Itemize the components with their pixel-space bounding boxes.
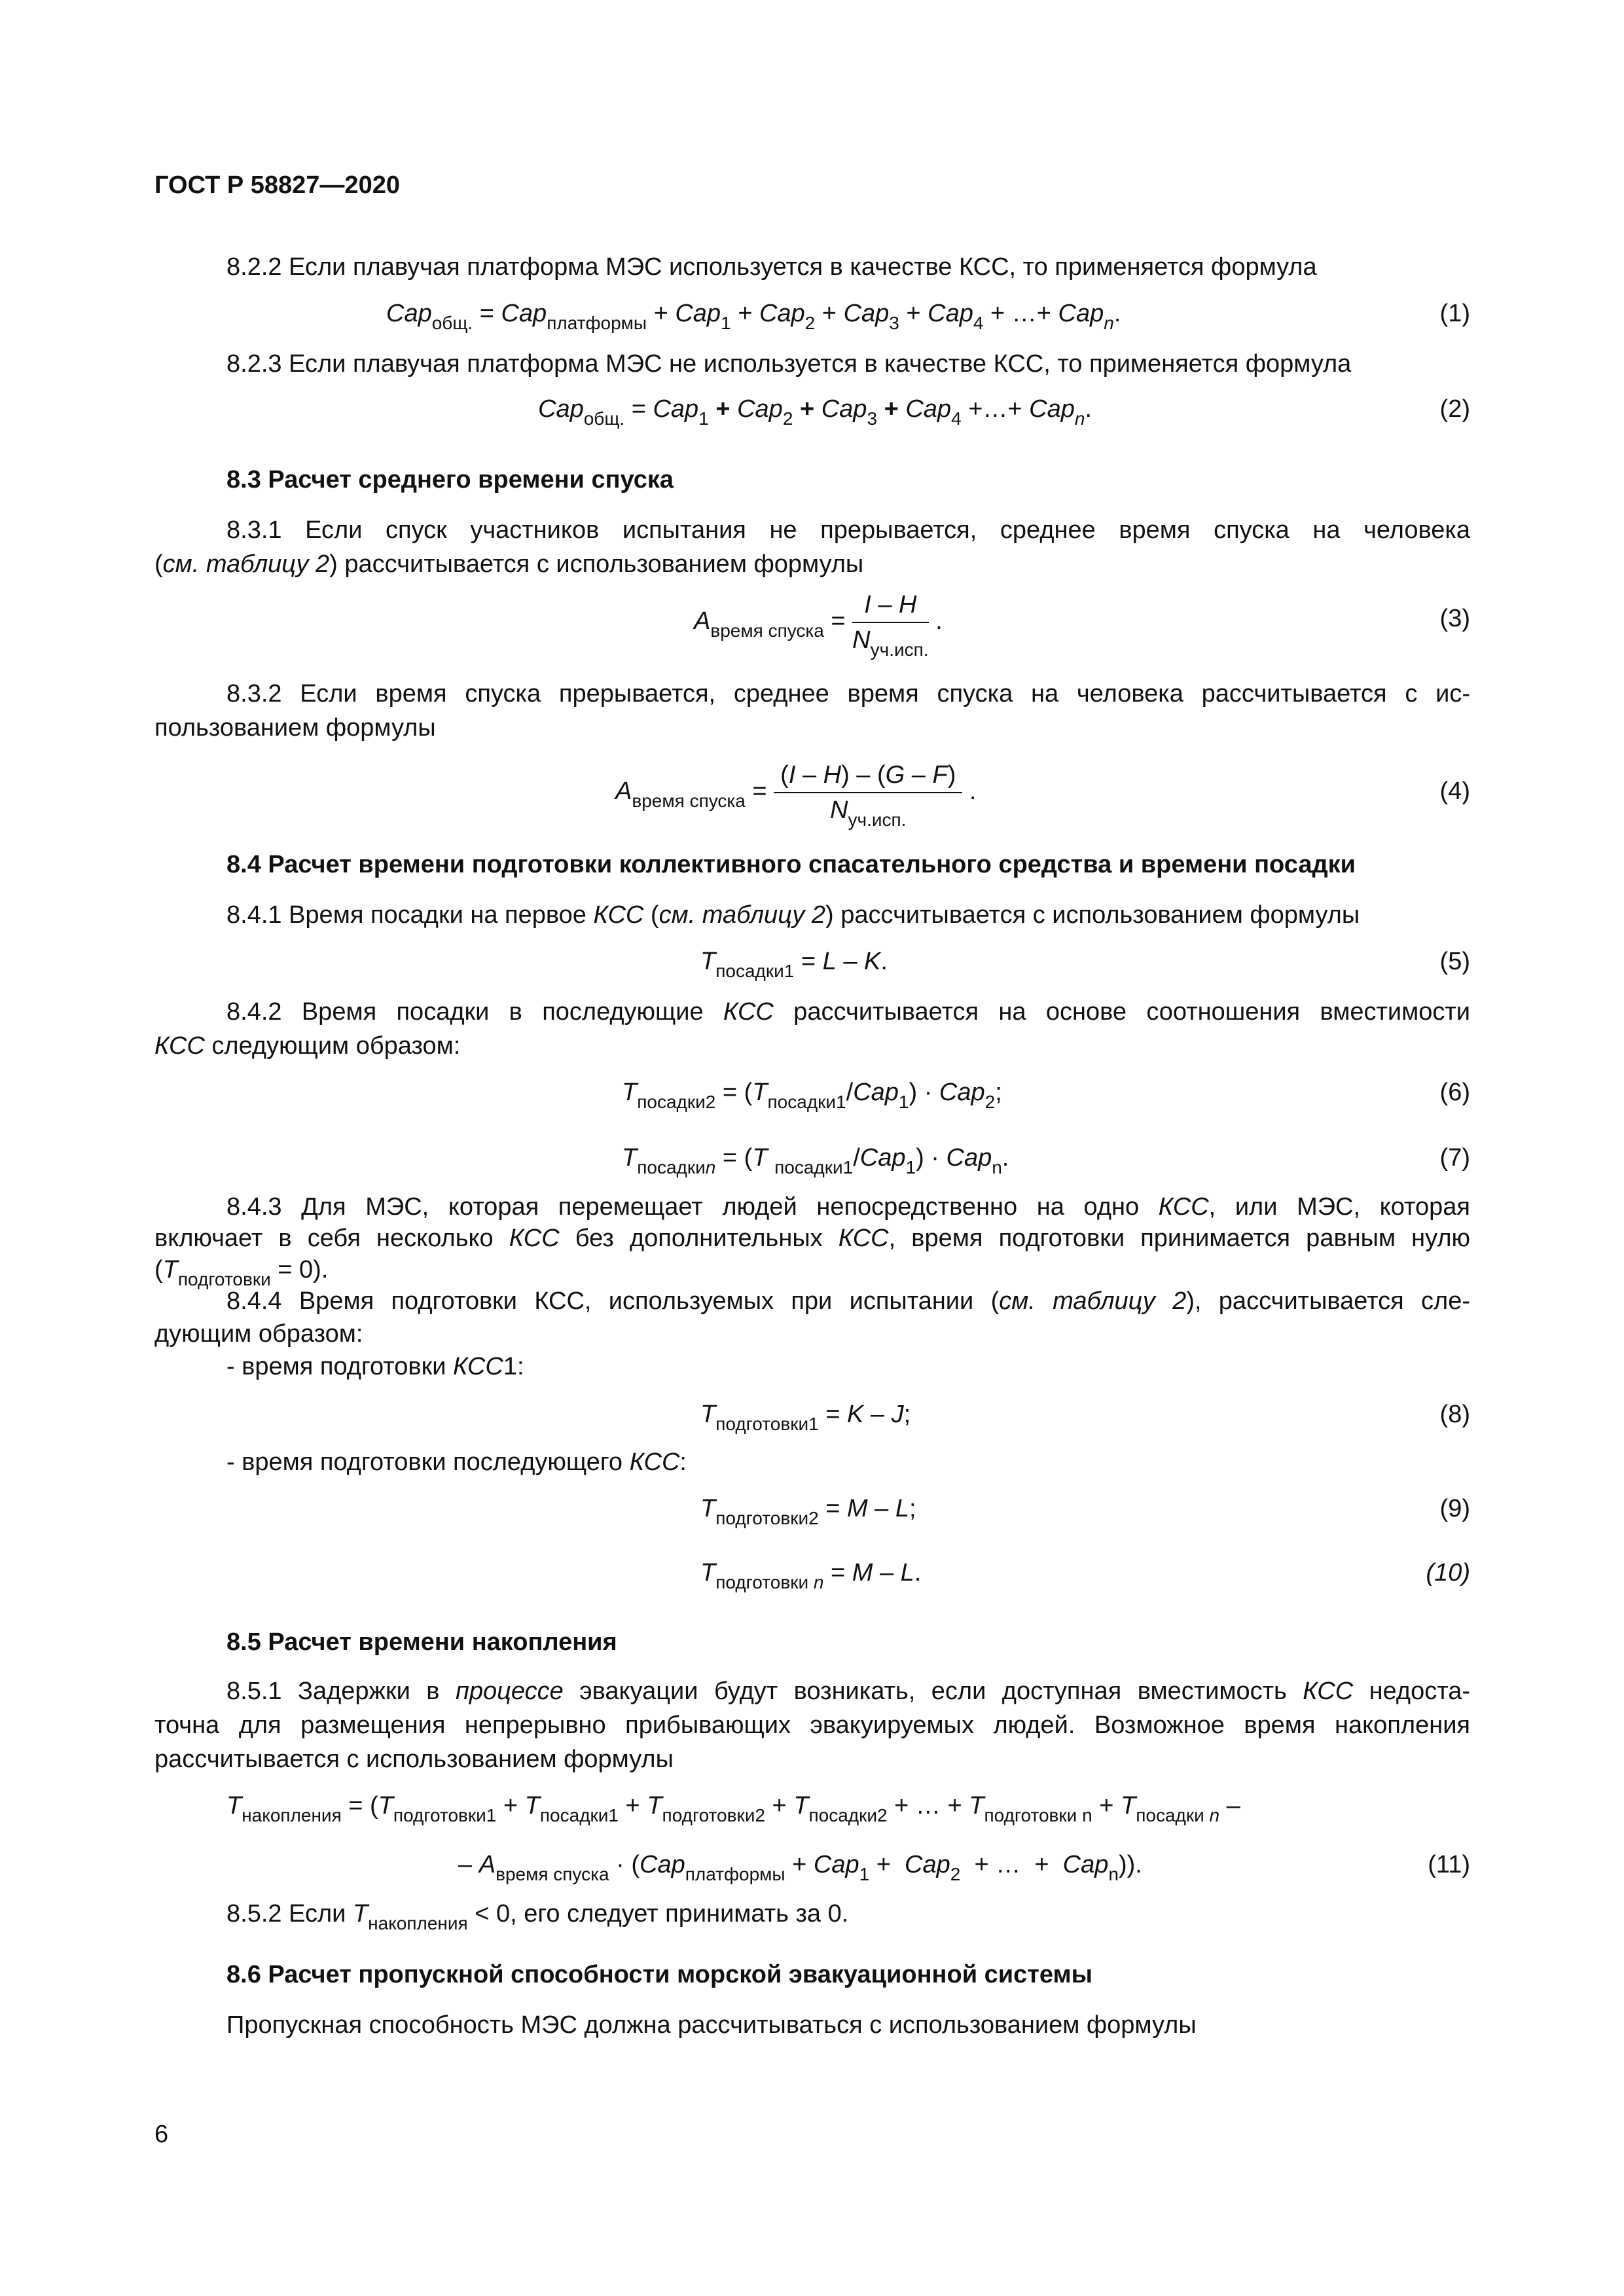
equation-7: $T_{посадкиn} = (T$ $_{посадки1}$/Cap$_1$) · Cap$_n$. <box>622 1144 1009 1177</box>
list-item-preparation-next: - время подготовки последующего КСС: <box>226 1448 687 1476</box>
equation-11-line2: – $A_{время спуска} \cdot (Cap_{платформы} + Cap_1 + Cap_2$ + … + Cap$_n$)). <box>458 1851 1142 1884</box>
equation-9: $T_{подготовки2} = M - L$; <box>700 1495 916 1528</box>
equation-number: (4) <box>1439 778 1470 805</box>
section-heading-8-5: 8.5 Расчет времени накопления <box>226 1628 617 1656</box>
equation-number: (2) <box>1439 395 1470 423</box>
paragraph-8-4-3-line3: $(T_{подготовки} = 0)$. <box>154 1256 329 1289</box>
section-heading-8-4: 8.4 Расчет времени подготовки коллективного спасательного средства и времени посадки <box>226 851 1356 878</box>
paragraph-8-4-1: 8.4.1 Время посадки на первое КСС (см. таблицу 2) рассчитывается с использованием формулы <box>226 901 1360 929</box>
equation-number: (3) <box>1439 605 1470 632</box>
paragraph-8-3-1-line1: 8.3.1 Если спуск участников испытания не прерывается, среднее время спуска на человека <box>226 516 1470 544</box>
equation-number: (7) <box>1439 1144 1470 1172</box>
paragraph-8-3-2-line1: 8.3.2 Если время спуска прерывается, среднее время спуска на человека рассчитывается с ис- <box>226 680 1470 708</box>
list-item-preparation-1: - время подготовки КСС1: <box>226 1353 524 1380</box>
paragraph-8-5-1-line2: точна для размещения непрерывно прибывающих эвакуируемых людей. Возможное время накопления <box>154 1712 1470 1739</box>
paragraph-8-4-3-line2: включает в себя несколько КСС без дополнительных КСС, время подготовки принимается равным нулю <box>154 1225 1470 1252</box>
equation-6: $T_{посадки2} = (T_{посадки1}/Cap_1) \cdot Cap_2$; <box>622 1079 1002 1112</box>
page-number: 6 <box>154 2121 169 2148</box>
equation-4: $A_{время спуска}$ = $\frac{(I - H) - (G - F)}{N_{уч.исп.}}$ . <box>615 758 976 827</box>
section-heading-8-6: 8.6 Расчет пропускной способности морской эвакуационной системы <box>226 1961 1093 1988</box>
paragraph-8-2-2: 8.2.2 Если плавучая платформа МЭС используется в качестве КСС, то применяется формула <box>226 253 1317 281</box>
equation-number: (6) <box>1439 1079 1470 1106</box>
document-header: ГОСТ Р 58827—2020 <box>154 171 400 199</box>
paragraph-8-3-1-line2: (см. таблицу 2) рассчитывается с использованием формулы <box>154 550 864 578</box>
equation-5: $T_{посадки1} = L - K$. <box>700 948 888 981</box>
equation-number: (10) <box>1426 1559 1470 1587</box>
equation-number: (5) <box>1439 948 1470 975</box>
equation-number: (1) <box>1439 300 1470 327</box>
paragraph-8-4-3-line1: 8.4.3 Для МЭС, которая перемещает людей непосредственно на одно КСС, или МЭС, которая <box>226 1193 1470 1221</box>
equation-number: (9) <box>1439 1495 1470 1522</box>
paragraph-8-4-2-line1: 8.4.2 Время посадки в последующие КСС рассчитывается на основе соотношения вместимости <box>226 998 1470 1026</box>
paragraph-8-5-2: 8.5.2 Если $T_{накопления} < 0$, его следует принимать за 0. <box>226 1900 849 1933</box>
equation-11-line1: $T_{накопления} = (T_{подготовки1} + T_{посадки1} + T_{подготовки2} + T_{посадки2}$ + … + $T_{подготовки n} + T_{посадки n}$ – <box>226 1792 1240 1825</box>
paragraph-8-4-2-line2: КСС следующим образом: <box>154 1032 461 1060</box>
paragraph-8-3-2-line2: пользованием формулы <box>154 714 436 742</box>
equation-10: $T_{подготовки n} = M - L$. <box>700 1559 922 1592</box>
section-heading-8-3: 8.3 Расчет среднего времени спуска <box>226 466 674 493</box>
paragraph-8-2-3: 8.2.3 Если плавучая платформа МЭС не используется в качестве КСС, то применяется формула <box>226 350 1352 378</box>
equation-8: $T_{подготовки1} = K - J$; <box>700 1401 911 1434</box>
equation-1: Cap$_{общ.}$ = Cap$_{платформы}$ + Cap$_1$ + Cap$_2$ + Cap$_3$ + Cap$_4$ + …+ Cap$_n$. <box>386 300 1121 333</box>
paragraph-8-5-1-line3: рассчитывается с использованием формулы <box>154 1746 674 1773</box>
equation-number: (11) <box>1428 1851 1470 1878</box>
paragraph-8-6: Пропускная способность МЭС должна рассчитываться с использованием формулы <box>226 2011 1197 2039</box>
equation-3: $A_{время спуска}$ = $\frac{I - H}{N_{уч.исп.}}$ . <box>694 588 943 657</box>
paragraph-8-4-4-line2: дующим образом: <box>154 1320 363 1348</box>
paragraph-8-5-1-line1: 8.5.1 Задержки в процессе эвакуации будут возникать, если доступная вместимость КСС недоста- <box>226 1677 1470 1705</box>
equation-number: (8) <box>1439 1401 1470 1428</box>
paragraph-8-4-4-line1: 8.4.4 Время подготовки КСС, используемых при испытании (см. таблицу 2), рассчитывается сле- <box>226 1287 1470 1315</box>
equation-2: Cap$_{общ.}$ = Cap$_1$ + Cap$_2$ + Cap$_3$ + Cap$_4$ +…+ Cap$_n$. <box>538 395 1092 429</box>
